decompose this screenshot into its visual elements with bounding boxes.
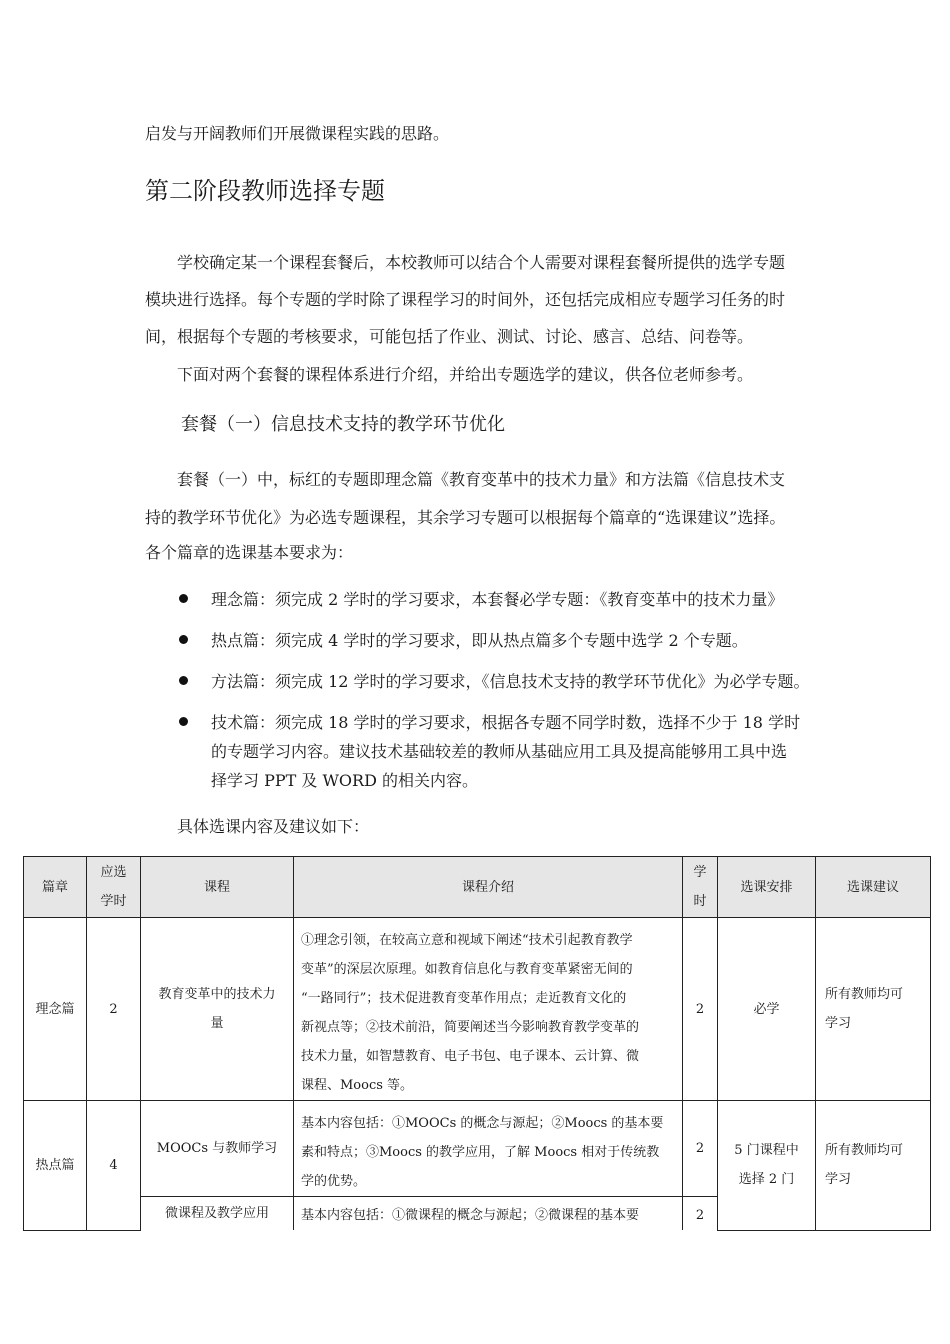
bullet-item: 方法篇：须完成 12 学时的学习要求，《信息技术支持的教学环节优化》为必学专题。 (211, 672, 810, 691)
cell-credit: 2 (683, 1197, 718, 1231)
header-credit-line1: 学 (693, 865, 707, 880)
header-hours-line1: 应选 (100, 865, 127, 880)
header-hours-line2: 学时 (100, 894, 127, 909)
table-row (24, 918, 931, 1101)
bullet-item-cont: 的专题学习内容。建议技术基础较差的教师从基础应用工具及提高能够用工具中选 (211, 742, 788, 761)
cell-suggestion (816, 918, 931, 1101)
para1-line1: 学校确定某一个课程套餐后，本校教师可以结合个人需要对课程套餐所提供的选学专题 (177, 253, 786, 272)
para3-line2: 持的教学环节优化》为必选专题课程，其余学习专题可以根据每个篇章的“选课建议”选择。 (145, 508, 786, 527)
bullet-item: 热点篇：须完成 4 学时的学习要求，即从热点篇多个专题中选学 2 个专题。 (211, 631, 748, 650)
arrangement-line2: 选择 2 门 (738, 1172, 795, 1188)
cell-credit: 2 (683, 1101, 718, 1197)
intro-line: 变革”的深层次原理。如教育信息化与教育变革紧密无间的 (301, 962, 633, 977)
course-table (23, 856, 931, 1231)
cell-hours: 2 (87, 918, 141, 1101)
bullet-dot-icon (179, 717, 188, 726)
header-course: 课程 (141, 857, 294, 918)
section-heading: 第二阶段教师选择专题 (145, 177, 385, 205)
table-header-row (24, 857, 931, 918)
header-intro: 课程介绍 (294, 857, 683, 918)
para2: 下面对两个套餐的课程体系进行介绍，并给出专题选学的建议，供各位老师参考。 (177, 365, 754, 384)
intro-line: 课程、Moocs 等。 (301, 1078, 414, 1093)
para1-line3: 间，根据每个专题的考核要求，可能包括了作业、测试、讨论、感言、总结、问卷等。 (145, 327, 754, 346)
cell-course (141, 918, 294, 1101)
cell-intro (294, 1101, 683, 1197)
cell-chapter: 理念篇 (24, 918, 87, 1101)
bullet-item: 技术篇：须完成 18 学时的学习要求，根据各专题不同学时数，选择不少于 18 学时 (211, 713, 801, 732)
cell-chapter: 热点篇 (24, 1101, 87, 1231)
cell-intro (294, 918, 683, 1101)
intro-line: 新视点等；②技术前沿，简要阐述当今影响教育教学变革的 (301, 1020, 640, 1035)
suggestion-line1: 所有教师均可 (825, 1143, 904, 1159)
arrangement-line1: 5 门课程中 (734, 1143, 799, 1159)
table-intro: 具体选课内容及建议如下： (177, 817, 370, 836)
intro-line: 基本内容包括：①MOOCs 的概念与源起；②Moocs 的基本要 (301, 1116, 664, 1131)
cell-suggestion (816, 1101, 931, 1231)
header-credit (683, 857, 718, 918)
header-suggestion: 选课建议 (816, 857, 931, 918)
cell-arrangement (718, 1101, 816, 1231)
intro-line: ①理念引领，在较高立意和视域下阐述“技术引起教育教学 (301, 933, 633, 948)
header-credit-line2: 时 (693, 894, 707, 909)
course-line2: 量 (210, 1016, 224, 1031)
intro-line: 技术力量，如智慧教育、电子书包、电子课本、云计算、微 (301, 1049, 640, 1064)
cell-course: 微课程及教学应用 (141, 1197, 294, 1231)
cell-arrangement: 必学 (718, 918, 816, 1101)
cell-credit: 2 (683, 918, 718, 1101)
cell-hours: 4 (87, 1101, 141, 1231)
suggestion-line2: 学习 (825, 1172, 852, 1188)
bullet-item: 理念篇：须完成 2 学时的学习要求，本套餐必学专题：《教育变革中的技术力量》 (211, 590, 784, 609)
intro-line: 素和特点；③Moocs 的教学应用，了解 Moocs 相对于传统教 (301, 1145, 660, 1160)
bullet-dot-icon (179, 676, 188, 685)
cell-course: MOOCs 与教师学习 (141, 1101, 294, 1197)
table-row (24, 1101, 931, 1197)
intro-line: 学的优势。 (301, 1174, 367, 1189)
intro-line: 基本内容包括：①微课程的概念与源起；②微课程的基本要 (301, 1208, 640, 1223)
subheading: 套餐（一）信息技术支持的教学环节优化 (181, 414, 505, 435)
suggestion-line1: 所有教师均可 (825, 987, 904, 1002)
bullet-dot-icon (179, 594, 188, 603)
bullet-item-cont: 择学习 PPT 及 WORD 的相关内容。 (211, 771, 478, 790)
header-chapter: 篇章 (24, 857, 87, 918)
header-required-hours (87, 857, 141, 918)
para3-line1: 套餐（一）中，标红的专题即理念篇《教育变革中的技术力量》和方法篇《信息技术支 (177, 470, 786, 489)
header-arrangement: 选课安排 (718, 857, 816, 918)
top-line: 启发与开阔教师们开展微课程实践的思路。 (145, 124, 450, 143)
bullet-dot-icon (179, 635, 188, 644)
cell-intro (294, 1197, 683, 1231)
intro-line: “一路同行”；技术促进教育变革作用点；走近教育文化的 (301, 991, 627, 1006)
suggestion-line2: 学习 (825, 1016, 852, 1031)
course-line1: 教育变革中的技术力 (158, 987, 276, 1002)
para3-line3: 各个篇章的选课基本要求为： (145, 543, 354, 562)
para1-line2: 模块进行选择。每个专题的学时除了课程学习的时间外，还包括完成相应专题学习任务的时 (145, 290, 786, 309)
